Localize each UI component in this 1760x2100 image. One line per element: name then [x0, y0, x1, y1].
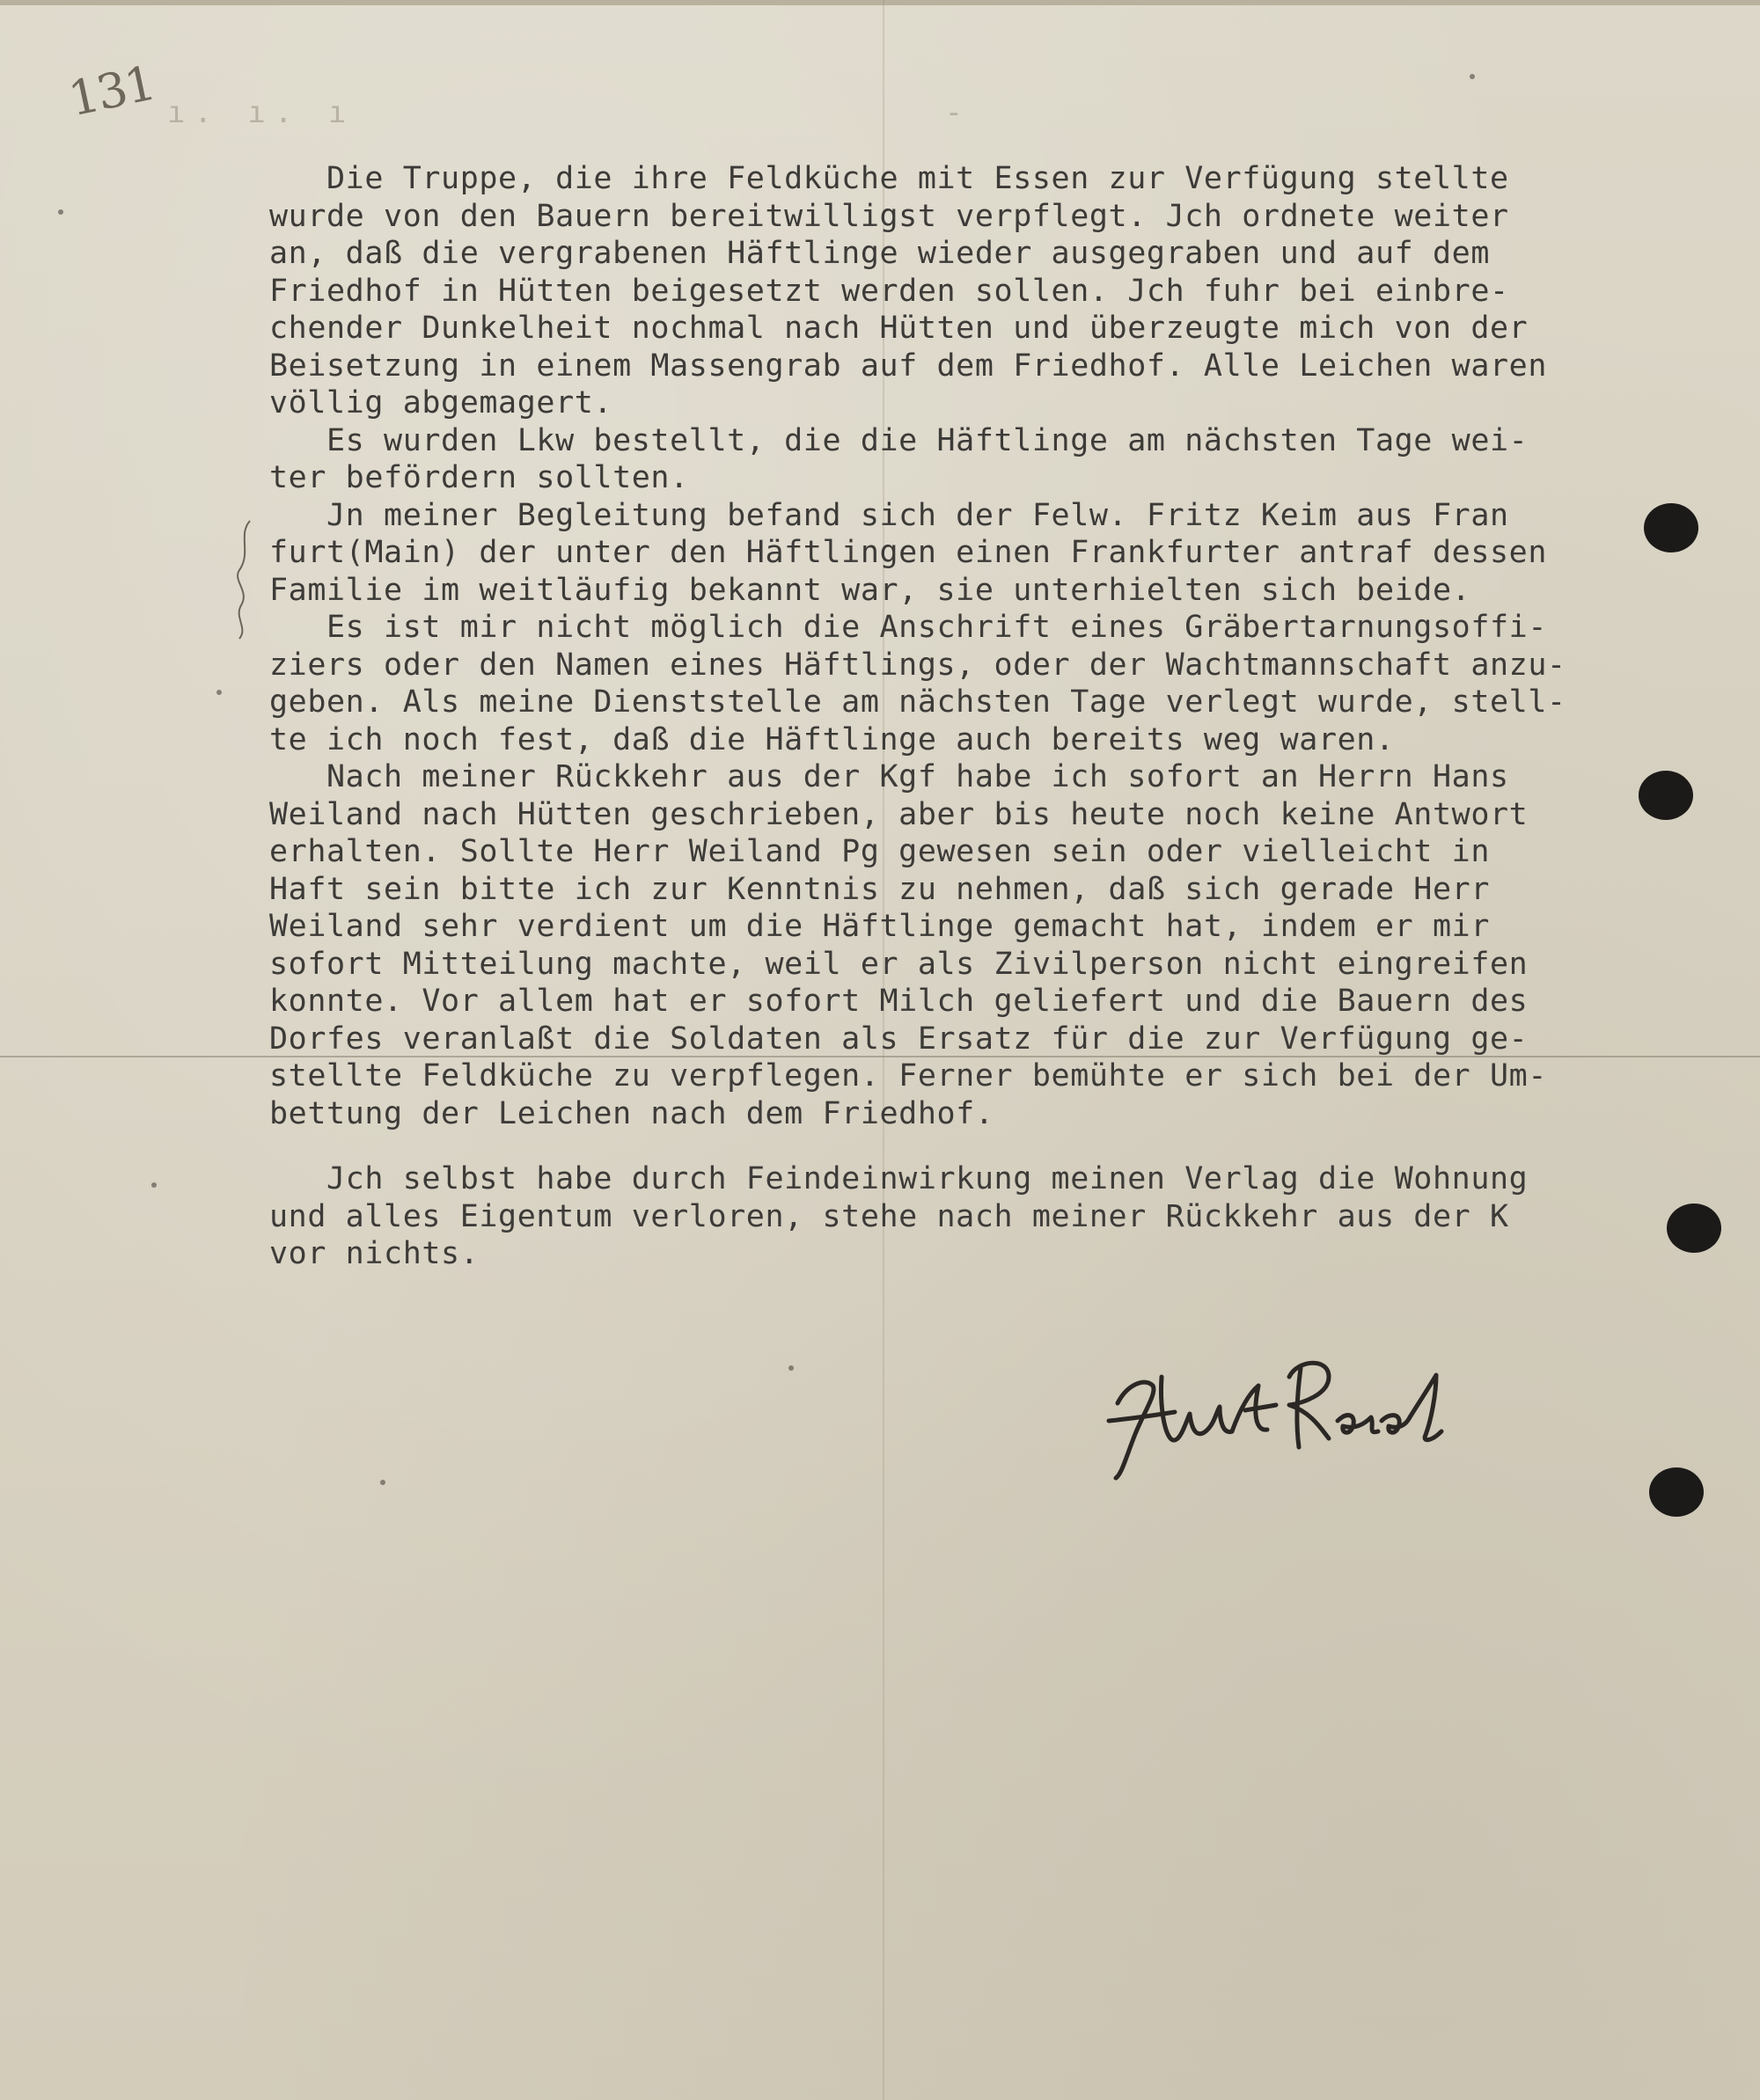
margin-bracket-mark [231, 517, 257, 640]
text-line: Friedhof in Hütten beigesetzt werden sollen. Jch fuhr bei einbre- [269, 273, 1509, 309]
punch-hole [1644, 503, 1698, 552]
punch-hole [1639, 771, 1693, 820]
text-line: Weiland sehr verdient um die Häftlinge gemacht hat, indem er mir [269, 909, 1490, 944]
text-line: erhalten. Sollte Herr Weiland Pg gewesen sein oder vielleicht in [269, 834, 1490, 869]
page-top-edge [0, 0, 1760, 5]
paper-speck [1470, 74, 1475, 79]
faint-show-through: ı. ı. ı - [167, 95, 972, 130]
text-line: ter befördern sollten. [269, 460, 689, 495]
punch-hole [1667, 1204, 1721, 1253]
text-line: und alles Eigentum verloren, stehe nach meiner Rückkehr aus der K [269, 1198, 1509, 1234]
text-line: Dorfes veranlaßt die Soldaten als Ersatz für die zur Verfügung ge- [269, 1021, 1529, 1057]
text-line: Es wurden Lkw bestellt, die die Häftlinge am nächsten Tage wei- [269, 422, 1529, 458]
text-line: Nach meiner Rückkehr aus der Kgf habe ich sofort an Herrn Hans [269, 759, 1509, 794]
text-line: Weiland nach Hütten geschrieben, aber bis heute noch keine Antwort [269, 796, 1529, 832]
paper-speck [58, 209, 63, 215]
punch-hole [1649, 1467, 1704, 1517]
paper-speck [380, 1480, 385, 1485]
text-line: geben. Als meine Dienststelle am nächsten Tage verlegt wurde, stell- [269, 684, 1566, 720]
text-line: konnte. Vor allem hat er sofort Milch geliefert und die Bauern des [269, 984, 1529, 1019]
text-line: sofort Mitteilung machte, weil er als Zivilperson nicht eingreifen [269, 946, 1529, 982]
text-line: stellte Feldküche zu verpflegen. Ferner bemühte er sich bei der Um- [269, 1058, 1548, 1094]
text-line: an, daß die vergrabenen Häftlinge wieder ausgegraben und auf dem [269, 236, 1490, 271]
text-line: Die Truppe, die ihre Feldküche mit Essen zur Verfügung stellte [269, 161, 1509, 196]
text-line: wurde von den Bauern bereitwilligst verpflegt. Jch ordnete weiter [269, 198, 1509, 234]
text-line: völlig abgemagert. [269, 385, 613, 421]
archive-number-mark: 131 [63, 55, 159, 128]
paragraph-gap [269, 1132, 1712, 1160]
paper-speck [788, 1365, 794, 1371]
text-line: Es ist mir nicht möglich die Anschrift eines Gräbertarnungsoffi- [269, 610, 1548, 645]
text-line: ziers oder den Namen eines Häftlings, oder der Wachtmannschaft anzu- [269, 647, 1566, 683]
letter-body [269, 160, 1712, 1273]
text-line: vor nichts. [269, 1236, 480, 1271]
text-line: bettung der Leichen nach dem Friedhof. [269, 1095, 994, 1131]
text-line: Jn meiner Begleitung befand sich der Felw. Fritz Keim aus Fran [269, 497, 1509, 533]
text-line: Familie im weitläufig bekannt war, sie unterhielten sich beide. [269, 572, 1471, 608]
text-line: Jch selbst habe durch Feindeinwirkung meinen Verlag die Wohnung [269, 1161, 1529, 1196]
text-line: Beisetzung in einem Massengrab auf dem Friedhof. Alle Leichen waren [269, 348, 1548, 384]
text-line: furt(Main) der unter den Häftlingen einen Frankfurter antraf dessen [269, 535, 1548, 570]
text-line: Haft sein bitte ich zur Kenntnis zu nehmen, daß sich gerade Herr [269, 871, 1490, 907]
text-line: te ich noch fest, daß die Häftlinge auch bereits weg waren. [269, 721, 1395, 757]
paper-speck [151, 1182, 157, 1188]
text-line: chender Dunkelheit nochmal nach Hütten und überzeugte mich von der [269, 311, 1529, 346]
handwritten-signature [1091, 1350, 1461, 1482]
paper-speck [216, 690, 222, 695]
